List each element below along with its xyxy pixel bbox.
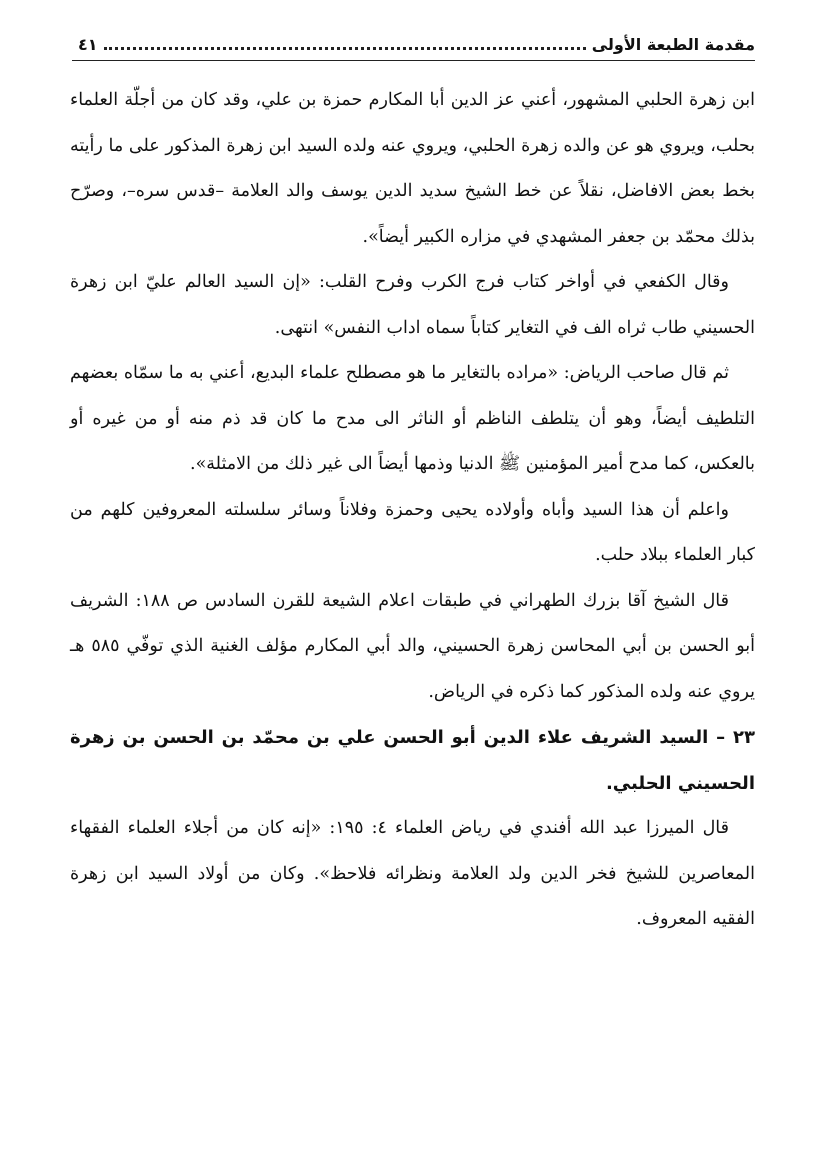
running-header-title: مقدمة الطبعة الأولى bbox=[591, 34, 755, 54]
paragraph-3: ثم قال صاحب الرياض: «مراده بالتغاير ما هو مصطلح علماء البديع، أعني به ما سمّاه بعضهم التلطيف أيضاً، وهو أن يتلطف الناظم أو الناثر الى مدح ما كان قد ذم منه أو من غيره أو بالعكس، كما مدح أمير المؤمنين ﷺ الدنيا وذمها أيضاً الى غير ذلك من الامثلة». bbox=[70, 363, 755, 474]
section-heading: ٢٣ – السيد الشريف علاء الدين أبو الحسن علي بن محمّد بن الحسن بن زهرة الحسيني الحلبي. bbox=[70, 727, 755, 794]
body-text bbox=[70, 78, 755, 943]
header-rule bbox=[72, 60, 755, 61]
paragraph-1: ابن زهرة الحلبي المشهور، أعني عز الدين أبا المكارم حمزة بن علي، وقد كان من أجلّة العلماء بحلب، ويروي هو عن والده زهرة الحلبي، ويروي عنه ولده السيد ابن زهرة المذكور على ما رأيته بخط بعض الافاضل، نقلاً عن خط الشيخ سديد الدين يوسف والد العلامة –قدس سره–، وصرّح بذلك محمّد بن جعفر المشهدي في مزاره الكبير أيضاً». bbox=[70, 90, 755, 247]
header-dot-leader bbox=[104, 47, 586, 50]
running-header bbox=[78, 28, 755, 60]
paragraph-2: وقال الكفعي في أواخر كتاب فرج الكرب وفرح القلب: «إن السيد العالم عليّ ابن زهرة الحسيني طاب ثراه الف في التغاير كتاباً سماه اداب النفس» انتهى. bbox=[70, 272, 755, 338]
paragraph-6: قال الميرزا عبد الله أفندي في رياض العلماء ٤: ١٩٥: «إنه كان من أجلاء العلماء الفقهاء المعاصرين للشيخ فخر الدين ولد العلامة ونظرائه فلاحظ». وكان من أولاد السيد ابن زهرة الفقيه المعروف. bbox=[70, 818, 755, 929]
paragraph-5: قال الشيخ آقا بزرك الطهراني في طبقات اعلام الشيعة للقرن السادس ص ١٨٨: الشريف أبو الحسن بن أبي المحاسن زهرة الحسيني، والد أبي المكارم مؤلف الغنية الذي توفّي ٥٨٥ هـ يروي عنه ولده المذكور كما ذكره في الرياض. bbox=[70, 590, 755, 702]
page-number: ٤١ bbox=[78, 34, 98, 54]
paragraph-4: واعلم أن هذا السيد وأباه وأولاده يحيى وحمزة وفلاناً وسائر سلسلته المعروفين كلهم من كبار العلماء ببلاد حلب. bbox=[70, 499, 755, 565]
